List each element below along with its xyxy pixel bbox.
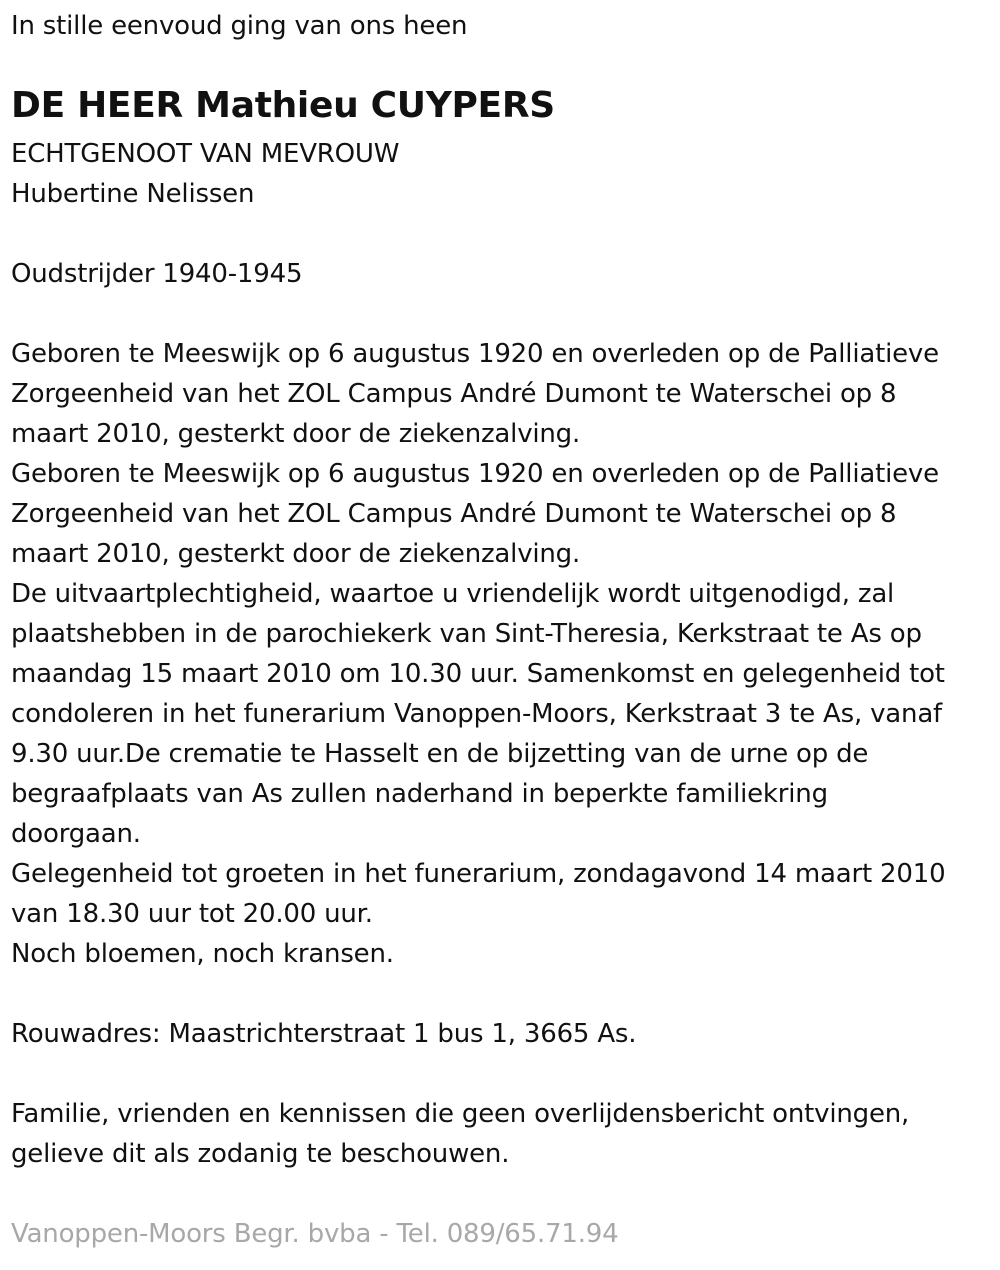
notice-line: Familie, vrienden en kennissen die geen overlijdensbericht ontvingen, bbox=[11, 1099, 910, 1129]
body-line: begraafplaats van As zullen naderhand in beperkte familiekring bbox=[11, 779, 828, 809]
body-line: Gelegenheid tot groeten in het funerarium, zondagavond 14 maart 2010 bbox=[11, 859, 946, 889]
mourning-address: Rouwadres: Maastrichterstraat 1 bus 1, 3665 As. bbox=[11, 1019, 637, 1049]
body-line: maart 2010, gesterkt door de ziekenzalving. bbox=[11, 419, 581, 449]
body-line: Geboren te Meeswijk op 6 augustus 1920 en overleden op de Palliatieve bbox=[11, 339, 939, 369]
spouse-title: ECHTGENOOT VAN MEVROUW bbox=[11, 139, 400, 169]
spouse-name: Hubertine Nelissen bbox=[11, 179, 255, 209]
body-line: De uitvaartplechtigheid, waartoe u vriendelijk wordt uitgenodigd, zal bbox=[11, 579, 895, 609]
body-line: Zorgeenheid van het ZOL Campus André Dumont te Waterschei op 8 bbox=[11, 379, 897, 409]
body-line: doorgaan. bbox=[11, 819, 141, 849]
deceased-name: DE HEER Mathieu CUYPERS bbox=[11, 85, 555, 126]
intro-text: In stille eenvoud ging van ons heen bbox=[11, 11, 468, 41]
body-line: Geboren te Meeswijk op 6 augustus 1920 en overleden op de Palliatieve bbox=[11, 459, 939, 489]
funeral-home-footer: Vanoppen-Moors Begr. bvba - Tel. 089/65.71.94 bbox=[11, 1219, 619, 1249]
spouse-block bbox=[11, 134, 399, 214]
body-line: 9.30 uur.De crematie te Hasselt en de bijzetting van de urne op de bbox=[11, 739, 869, 769]
body-line: Zorgeenheid van het ZOL Campus André Dumont te Waterschei op 8 bbox=[11, 499, 897, 529]
body-line: plaatshebben in de parochiekerk van Sint-Theresia, Kerkstraat te As op bbox=[11, 619, 922, 649]
body-line: Noch bloemen, noch kransen. bbox=[11, 939, 394, 969]
body-text bbox=[11, 334, 945, 974]
notice-line: gelieve dit als zodanig te beschouwen. bbox=[11, 1139, 510, 1169]
body-line: van 18.30 uur tot 20.00 uur. bbox=[11, 899, 373, 929]
notice-text bbox=[11, 1094, 909, 1174]
body-line: maandag 15 maart 2010 om 10.30 uur. Samenkomst en gelegenheid tot bbox=[11, 659, 945, 689]
veteran-text: Oudstrijder 1940-1945 bbox=[11, 259, 303, 289]
body-line: condoleren in het funerarium Vanoppen-Moors, Kerkstraat 3 te As, vanaf bbox=[11, 699, 943, 729]
body-line: maart 2010, gesterkt door de ziekenzalving. bbox=[11, 539, 581, 569]
